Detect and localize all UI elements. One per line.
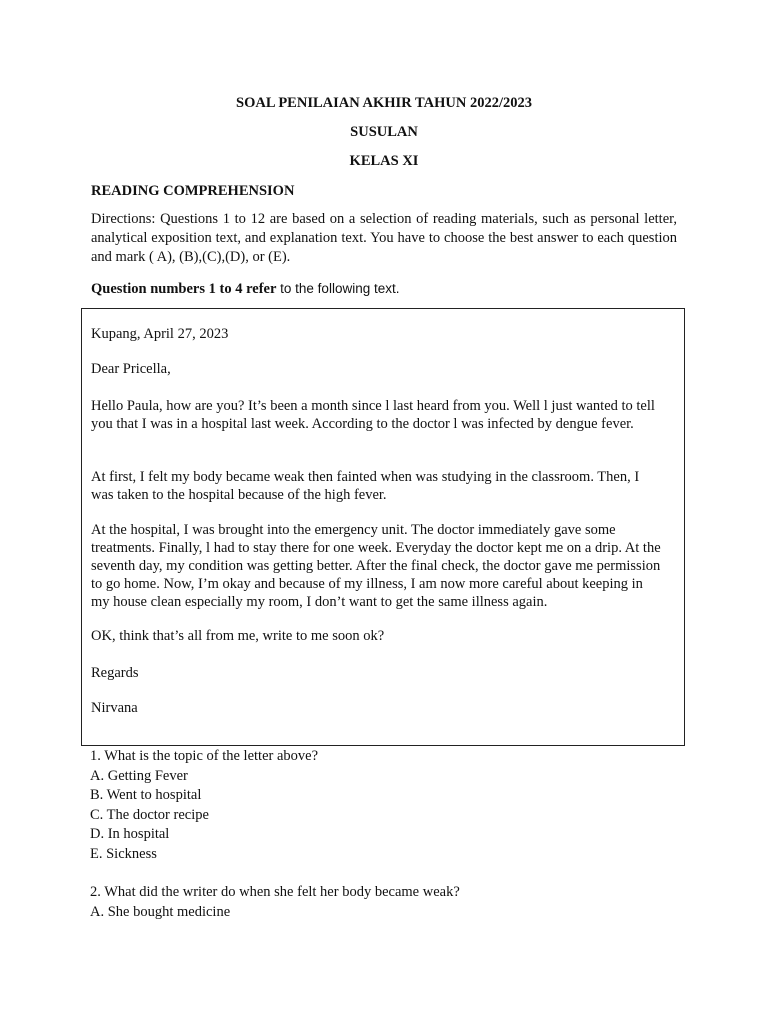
letter-closing: Regards: [91, 665, 139, 681]
letter-paragraph: OK, think that’s all from me, write to me soon ok?: [91, 628, 385, 644]
letter-greeting: Dear Pricella,: [91, 361, 171, 377]
exam-subtitle: SUSULAN: [350, 124, 418, 140]
question-text: 1. What is the topic of the letter above?: [90, 748, 319, 764]
letter-paragraph: Hello Paula, how are you? It’s been a month since l last heard from you. Well l just wanted to tell you that I was in a hospital last week. According to the doctor l was infected by dengue fever.: [91, 398, 655, 432]
answer-option: A. Getting Fever: [90, 767, 188, 784]
answer-option: E. Sickness: [90, 845, 157, 862]
refer-bold: Question numbers 1 to 4 refer: [91, 281, 277, 297]
letter-signature: Nirvana: [91, 700, 138, 716]
refer-text: [91, 280, 691, 298]
letter-paragraph: At the hospital, I was brought into the emergency unit. The doctor immediately gave some treatments. Finally, l had to stay there for one week. Everyday the doctor kept me on a drip. At the seventh day, my condition was getting better. After the final check, the doctor gave me permission to go home. Now, I’m okay and because of my illness, I am now more careful about keeping in my house clean especially my room, I don’t want to get the same illness again.: [91, 522, 661, 610]
answer-option: B. Went to hospital: [90, 787, 202, 803]
answer-option: A. She bought medicine: [90, 903, 231, 920]
class-label: KELAS XI: [349, 153, 419, 169]
directions-text: Directions: Questions 1 to 12 are based on a selection of reading materials, such as personal letter, analytical exposition text, and explanation text. You have to choose the best answer to each question and mark ( A), (B),(C),(D), or (E).: [91, 211, 677, 265]
exam-title: SOAL PENILAIAN AKHIR TAHUN 2022/2023: [236, 95, 532, 111]
letter-date: Kupang, April 27, 2023: [91, 326, 229, 342]
answer-option: C. The doctor recipe: [90, 806, 209, 823]
question-1: [90, 747, 690, 864]
letter-box: [81, 308, 685, 746]
refer-rest: to the following text.: [276, 281, 400, 296]
question-text: 2. What did the writer do when she felt her body became weak?: [90, 884, 460, 900]
section-heading: READING COMPREHENSION: [91, 183, 295, 199]
question-2: [90, 883, 690, 922]
letter-paragraph: At first, I felt my body became weak then fainted when was studying in the classroom. Then, I was taken to the hospital because of the high fever.: [91, 469, 640, 503]
answer-option: D. In hospital: [90, 826, 170, 842]
